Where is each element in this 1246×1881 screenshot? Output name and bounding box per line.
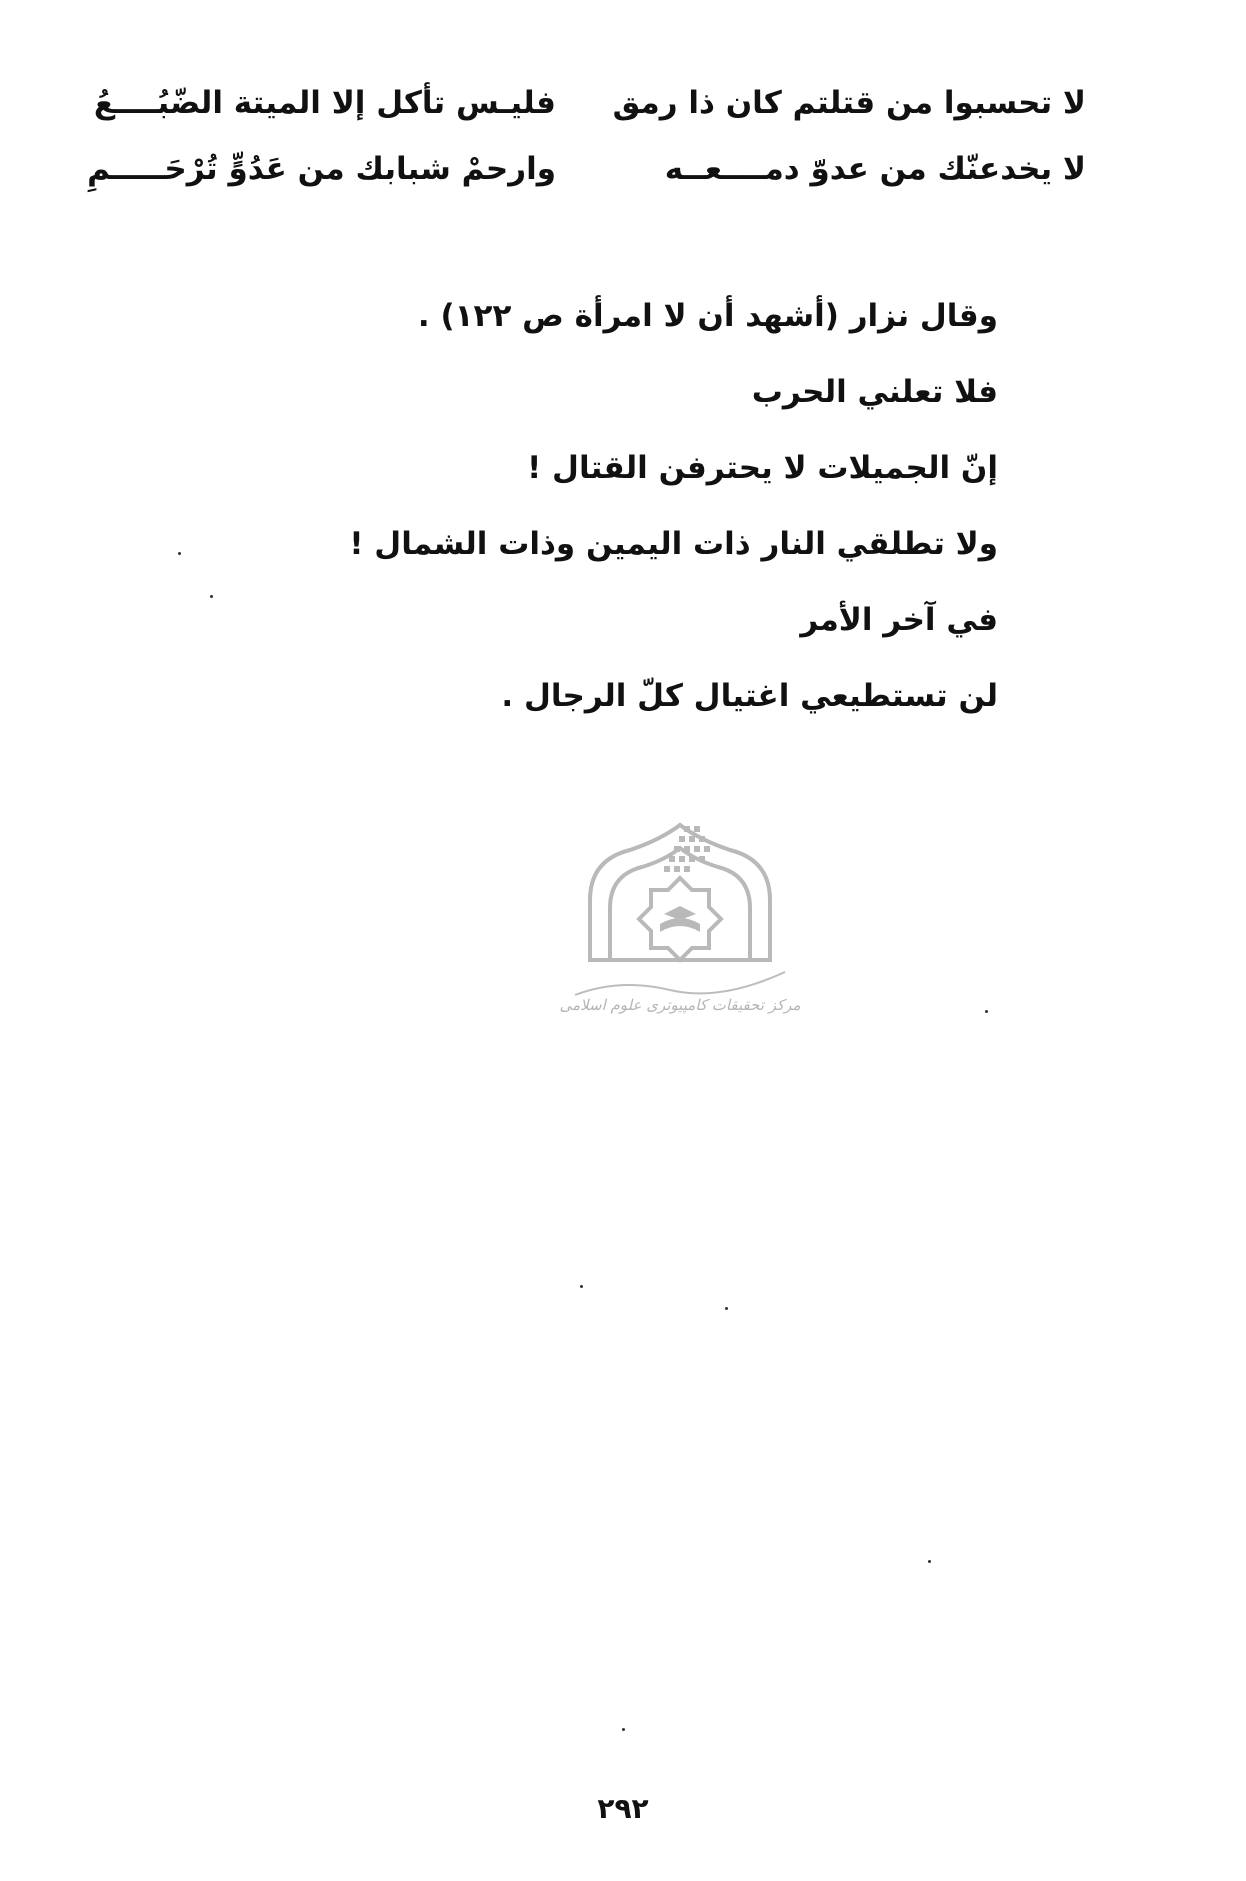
poem-line: ولا تطلقي النار ذات اليمين وذات الشمال ! (349, 526, 998, 562)
watermark-caption: مرکز تحقیقات کامپیوتری علوم اسلامی (560, 996, 800, 1014)
poem-line: إنّ الجميلات لا يحترفن القتال ! (527, 450, 998, 486)
scan-speck (178, 552, 181, 555)
poem-line: في آخر الأمر (800, 602, 998, 638)
page-number: ٢٩٢ (597, 1792, 649, 1825)
poem-line: لن تستطيعي اغتيال كلّ الرجال . (501, 678, 998, 714)
verse-1-second-hemistich: فليـس تأكل إلا الميتة الضّبُــــعُ (93, 85, 556, 121)
scan-speck (622, 1728, 625, 1731)
poem-line: فلا تعلني الحرب (751, 374, 998, 410)
poem-intro: وقال نزار (أشهد أن لا امرأة ص ١٢٢) . (417, 298, 998, 334)
verse-2-first-hemistich: لا يخدعنّك من عدوّ دمــــعــه (664, 151, 1086, 187)
verse-2-second-hemistich: وارحمْ شبابك من عَدُوٍّ تُرْحَـــــمِ (87, 151, 556, 187)
watermark-logo (560, 820, 800, 1020)
scan-speck (725, 1307, 728, 1310)
scan-speck (580, 1285, 583, 1288)
quoted-poem (349, 278, 998, 734)
watermark-emblem-icon (560, 820, 800, 1020)
verse-1-first-hemistich: لا تحسبوا من قتلتم كان ذا رمق (612, 85, 1086, 121)
scan-speck (210, 595, 213, 598)
scan-speck (985, 1010, 988, 1013)
scan-speck (928, 1560, 931, 1563)
